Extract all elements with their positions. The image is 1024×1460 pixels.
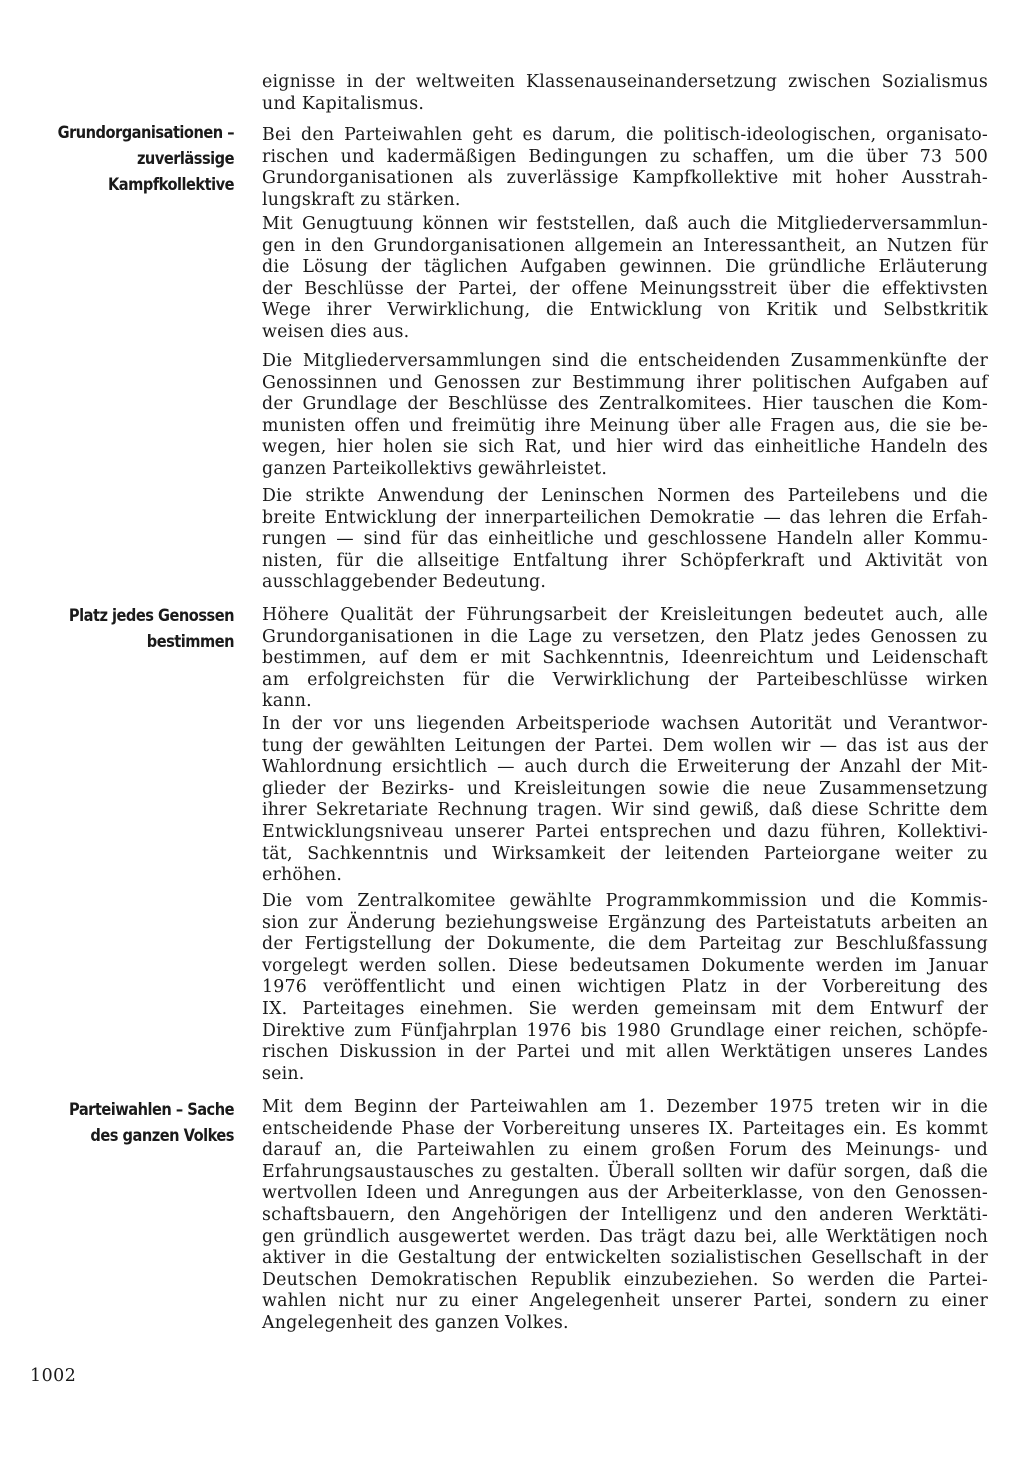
text-line: Grundorganisationen als zuverlässige Kampfkollektive mit hoher Ausstrah- xyxy=(262,168,988,189)
margin-note-platz-jedes-genossen xyxy=(49,603,234,655)
text-line: Die strikte Anwendung der Leninschen Normen des Parteilebens und die xyxy=(262,486,988,506)
margin-note-line: Kampfkollektive xyxy=(107,175,234,195)
text-line: Genossinnen und Genossen zur Bestimmung ihrer politischen Aufgaben auf xyxy=(262,372,988,393)
text-line: kann. xyxy=(262,691,312,712)
paragraph-arbeitsperiode xyxy=(262,714,988,887)
text-line: und Kapitalismus. xyxy=(262,93,425,114)
text-line: die Lösung der täglichen Aufgaben gewinnen. Die gründliche Erläuterung xyxy=(262,257,988,278)
text-line: Wege ihrer Verwirklichung, die Entwicklung von Kritik und Selbstkritik xyxy=(262,300,988,321)
text-line: ausschlaggebender Bedeutung. xyxy=(262,572,547,593)
paragraph-zusammenkuenfte xyxy=(262,351,988,481)
text-line: Bei den Parteiwahlen geht es darum, die politisch-ideologischen, organisato- xyxy=(262,125,988,145)
text-line: bestimmen, auf dem er mit Sachkenntnis, Ideenreichtum und Leidenschaft xyxy=(262,648,988,669)
text-line: der Beschlüsse der Partei, der offene Meinungsstreit über die effektivsten xyxy=(262,278,988,299)
margin-note-line: Grundorganisationen – xyxy=(57,123,234,143)
text-line: Wahlordnung ersichtlich — auch durch die Erweiterung der Anzahl der Mit- xyxy=(262,757,988,778)
text-line: munisten offen und freimütig ihre Meinung über alle Fragen aus, die sie be- xyxy=(262,415,988,436)
text-line: weisen dies aus. xyxy=(262,321,410,342)
text-line: Erfahrungsaustausches zu gestalten. Überall sollten wir dafür sorgen, daß die xyxy=(262,1161,988,1182)
text-line: glieder der Bezirks- und Kreisleitungen sowie die neue Zusammensetzung xyxy=(262,778,988,799)
paragraph-beginn-parteiwahlen xyxy=(262,1097,988,1335)
text-line: Höhere Qualität der Führungsarbeit der Kreisleitungen bedeutet auch, alle xyxy=(262,605,988,625)
margin-note-line: Platz jedes Genossen xyxy=(68,606,234,626)
paragraph-leninsche-normen xyxy=(262,486,988,594)
paragraph-programmkommission xyxy=(262,891,988,1085)
text-line: am erfolgreichsten für die Verwirklichung der Parteibeschlüsse wirken xyxy=(262,669,988,690)
text-line: Direktive zum Fünfjahrplan 1976 bis 1980 Grundlage einer reichen, schöpfe- xyxy=(262,1020,988,1041)
margin-note-line: Parteiwahlen – Sache xyxy=(69,1100,234,1120)
text-line: eignisse in der weltweiten Klassenauseinandersetzung zwischen Sozialismus xyxy=(262,72,988,92)
margin-note-line: des ganzen Volkes xyxy=(90,1126,235,1146)
margin-note-grundorganisationen xyxy=(49,120,234,198)
text-line: IX. Parteitages einehmen. Sie werden gemeinsam mit dem Entwurf der xyxy=(262,998,988,1019)
text-line: gen in den Grundorganisationen allgemein an Interessantheit, an Nutzen für xyxy=(262,235,988,256)
text-line: sein. xyxy=(262,1063,305,1084)
text-line: Die Mitgliederversammlungen sind die entscheidenden Zusammenkünfte der xyxy=(262,351,988,371)
page-number: 1002 xyxy=(30,1366,77,1386)
text-line: gen gründlich ausgewertet werden. Das trägt dazu bei, alle Werktätigen noch xyxy=(262,1226,988,1247)
text-line: rischen Diskussion in der Partei und mit allen Werktätigen unseres Landes xyxy=(262,1042,988,1063)
text-line: Mit dem Beginn der Parteiwahlen am 1. Dezember 1975 treten wir in die xyxy=(262,1097,988,1117)
text-line: aktiver in die Gestaltung der entwickelten sozialistischen Gesellschaft in der xyxy=(262,1248,988,1269)
text-line: der Grundlage der Beschlüsse des Zentralkomitees. Hier tauschen die Kom- xyxy=(262,394,988,415)
text-line: entscheidende Phase der Vorbereitung unseres IX. Parteitages ein. Es kommt xyxy=(262,1118,988,1139)
text-line: lungskraft zu stärken. xyxy=(262,189,461,210)
paragraph-mitgliederversammlungen-genugtuung xyxy=(262,214,988,344)
text-line: schaftsbauern, den Angehörigen der Intelligenz und den anderen Werktäti- xyxy=(262,1204,988,1225)
text-line: der Fertigstellung der Dokumente, die dem Parteitag zur Beschlußfassung xyxy=(262,934,988,955)
text-line: Entwicklungsniveau unserer Partei entsprechen und dazu führen, Kollektivi- xyxy=(262,821,988,842)
text-line: tung der gewählten Leitungen der Partei. Dem wollen wir — das ist aus der xyxy=(262,735,988,756)
text-line: Mit Genugtuung können wir feststellen, daß auch die Mitgliederversammlun- xyxy=(262,214,988,234)
text-line: In der vor uns liegenden Arbeitsperiode wachsen Autorität und Verantwor- xyxy=(262,714,988,734)
text-line: nisten, für die allseitige Entfaltung ihrer Schöpferkraft und Aktivität von xyxy=(262,550,988,571)
margin-note-line: bestimmen xyxy=(146,632,234,652)
text-line: erhöhen. xyxy=(262,865,343,886)
text-line: Grundorganisationen in die Lage zu versetzen, den Platz jedes Genossen zu xyxy=(262,626,988,647)
text-line: wegen, hier holen sie sich Rat, und hier wird das einheitliche Handeln des xyxy=(262,437,988,458)
margin-note-line: zuverlässige xyxy=(136,149,234,169)
text-line: vorgelegt werden sollen. Diese bedeutsamen Dokumente werden im Januar xyxy=(262,955,988,976)
paragraph-parteiwahlen-bedingungen xyxy=(262,125,988,211)
paragraph-fuehrungsarbeit xyxy=(262,605,988,713)
text-line: ihrer Sekretariate Rechnung tragen. Wir sind gewiß, daß diese Schritte dem xyxy=(262,800,988,821)
text-line: ganzen Parteikollektivs gewährleistet. xyxy=(262,458,608,479)
text-line: 1976 veröffentlicht und einen wichtigen Platz in der Vorbereitung des xyxy=(262,977,988,998)
text-line: Angelegenheit des ganzen Volkes. xyxy=(262,1312,569,1333)
text-line: tät, Sachkenntnis und Wirksamkeit der leitenden Parteiorgane weiter zu xyxy=(262,843,988,864)
text-line: darauf an, die Parteiwahlen zu einem großen Forum des Meinungs- und xyxy=(262,1140,988,1161)
text-line: wahlen nicht nur zu einer Angelegenheit unserer Partei, sondern zu einer xyxy=(262,1291,988,1312)
text-line: rungen — sind für das einheitliche und geschlossene Handeln aller Kommu- xyxy=(262,529,988,550)
text-line: Die vom Zentralkomitee gewählte Programmkommission und die Kommis- xyxy=(262,891,988,911)
text-line: rischen und kadermäßigen Bedingungen zu schaffen, um die über 73 500 xyxy=(262,146,988,167)
text-line: wertvollen Ideen und Anregungen aus der Arbeiterklasse, von den Genossen- xyxy=(262,1183,988,1204)
paragraph-continuation xyxy=(262,72,988,115)
text-line: breite Entwicklung der innerparteilichen Demokratie — das lehren die Erfah- xyxy=(262,507,988,528)
text-line: Deutschen Demokratischen Republik einzubeziehen. So werden die Partei- xyxy=(262,1269,988,1290)
margin-note-parteiwahlen xyxy=(49,1097,234,1149)
text-line: sion zur Änderung beziehungsweise Ergänzung des Parteistatuts arbeiten an xyxy=(262,912,988,933)
